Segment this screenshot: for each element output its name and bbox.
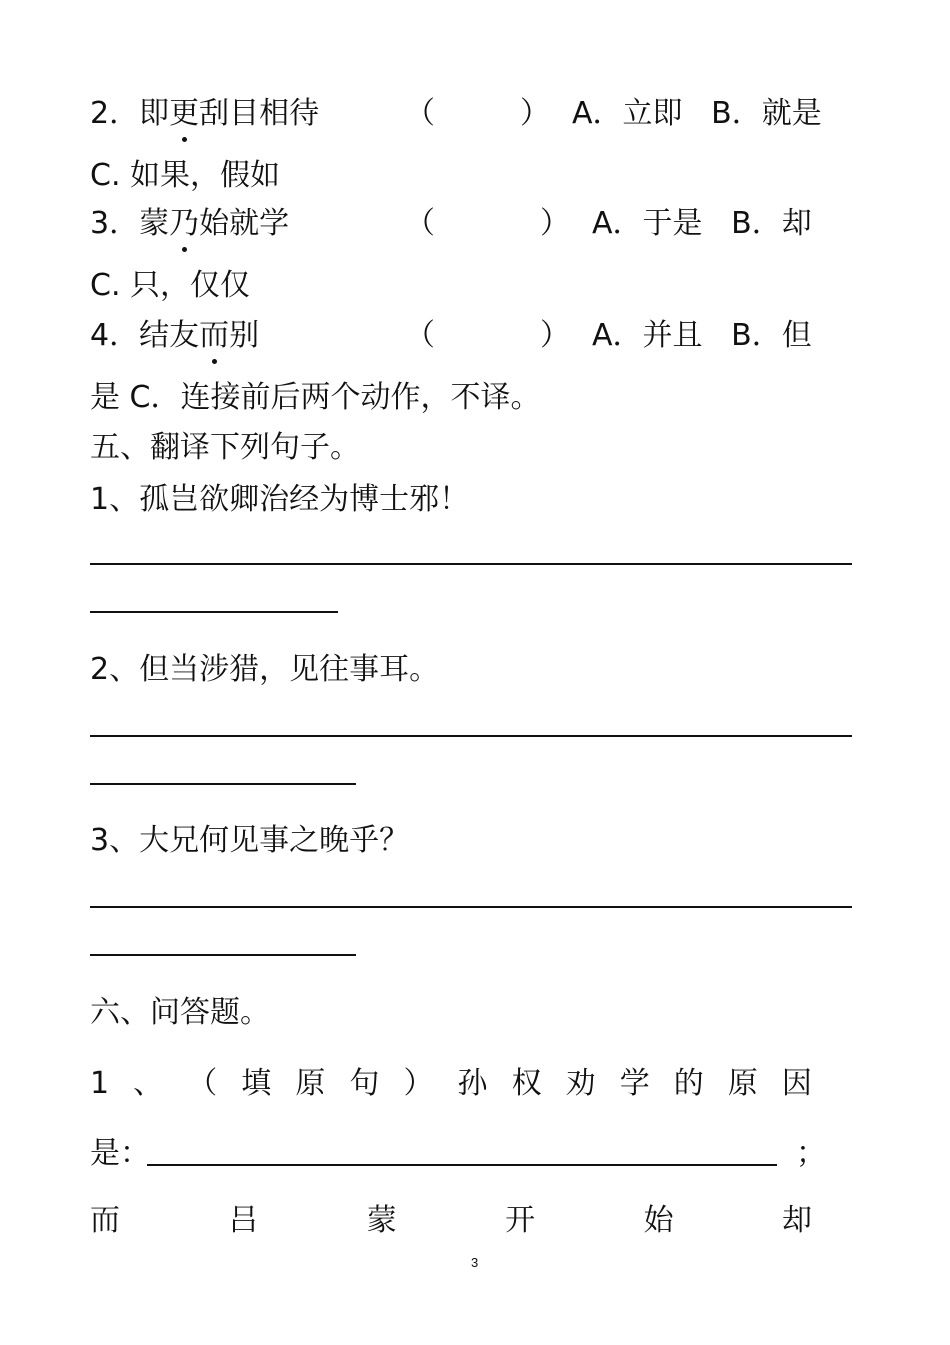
- q1-answer-blank: [147, 1164, 777, 1166]
- q4-answer-paren-close: ）: [540, 318, 570, 353]
- section6-q1-prefix: 是：: [90, 1136, 150, 1171]
- section6-q1-line3: [90, 1203, 812, 1239]
- q2-answer-paren-close: ）: [520, 96, 550, 131]
- q1-char: 、: [133, 1066, 164, 1101]
- q1-char: 却: [781, 1203, 812, 1238]
- q1-char: 学: [619, 1066, 650, 1101]
- q1-char: （: [187, 1066, 218, 1101]
- q1-char: ）: [403, 1066, 434, 1101]
- q1-char: 原: [295, 1066, 326, 1101]
- q3-number: 3．: [90, 206, 140, 241]
- q1-char: 原: [727, 1066, 758, 1101]
- section6-q1-suffix: ；: [796, 1136, 826, 1171]
- q1-char: 而: [90, 1203, 120, 1238]
- q2-options: A．立即 B．就是: [572, 96, 822, 131]
- q4-emphasized-char: 而: [199, 318, 230, 353]
- q3-line: [90, 206, 860, 242]
- q1-char: 吕: [228, 1203, 259, 1238]
- q3-option-c: C. 只，仅仅: [90, 268, 251, 303]
- q1-char: 填: [241, 1066, 272, 1101]
- q2-number: 2．: [90, 96, 140, 131]
- q1-char: 开: [505, 1203, 536, 1238]
- answer-line-3a: [90, 906, 852, 908]
- q2-line: [90, 96, 860, 132]
- answer-line-2b: [90, 783, 356, 785]
- q1-char: 句: [349, 1066, 380, 1101]
- section6-heading: 六、问答题。: [90, 995, 270, 1030]
- q1-char: 蒙: [366, 1203, 397, 1238]
- q4-option-c: 是 C．连接前后两个动作，不译。: [90, 380, 541, 415]
- q3-options: A．于是 B．却: [592, 206, 812, 241]
- q3-answer-paren-open: （: [405, 206, 435, 241]
- answer-line-2a: [90, 735, 852, 737]
- q2-text-pre: 即: [139, 96, 170, 131]
- answer-line-1a: [90, 563, 852, 565]
- q4-text-post: 别: [229, 318, 260, 353]
- q3-text-pre: 蒙: [139, 206, 170, 241]
- q1-char: 因: [781, 1066, 812, 1101]
- section5-sentence-3: 3、大兄何见事之晚乎？: [90, 823, 410, 858]
- section5-sentence-2: 2、但当涉猎，见往事耳。: [90, 652, 440, 687]
- q4-options: A．并且 B．但: [592, 318, 812, 353]
- q3-emphasized-char: 乃: [169, 206, 200, 241]
- answer-line-3b: [90, 954, 356, 956]
- q1-char: 劝: [565, 1066, 596, 1101]
- q4-number: 4．: [90, 318, 140, 353]
- q4-line: [90, 318, 860, 354]
- q1-char: 权: [511, 1066, 542, 1101]
- section6-q1-line1: [90, 1066, 812, 1102]
- q3-text-post: 始就学: [199, 206, 290, 241]
- q2-text-post: 刮目相待: [199, 96, 320, 131]
- answer-line-1b: [90, 611, 338, 613]
- section5-heading: 五、翻译下列句子。: [90, 430, 360, 465]
- q2-option-c: C. 如果，假如: [90, 158, 281, 193]
- q1-char: 的: [673, 1066, 704, 1101]
- q1-char: 始: [643, 1203, 674, 1238]
- page-number: 3: [471, 1255, 479, 1270]
- section5-sentence-1: 1、孤岂欲卿治经为博士邪！: [90, 482, 470, 517]
- q4-answer-paren-open: （: [405, 318, 435, 353]
- q1-char: 1: [90, 1066, 110, 1101]
- q4-text-pre: 结友: [139, 318, 200, 353]
- q2-answer-paren-open: （: [405, 96, 435, 131]
- q2-emphasized-char: 更: [169, 96, 200, 131]
- q1-char: 孙: [457, 1066, 488, 1101]
- q3-answer-paren-close: ）: [540, 206, 570, 241]
